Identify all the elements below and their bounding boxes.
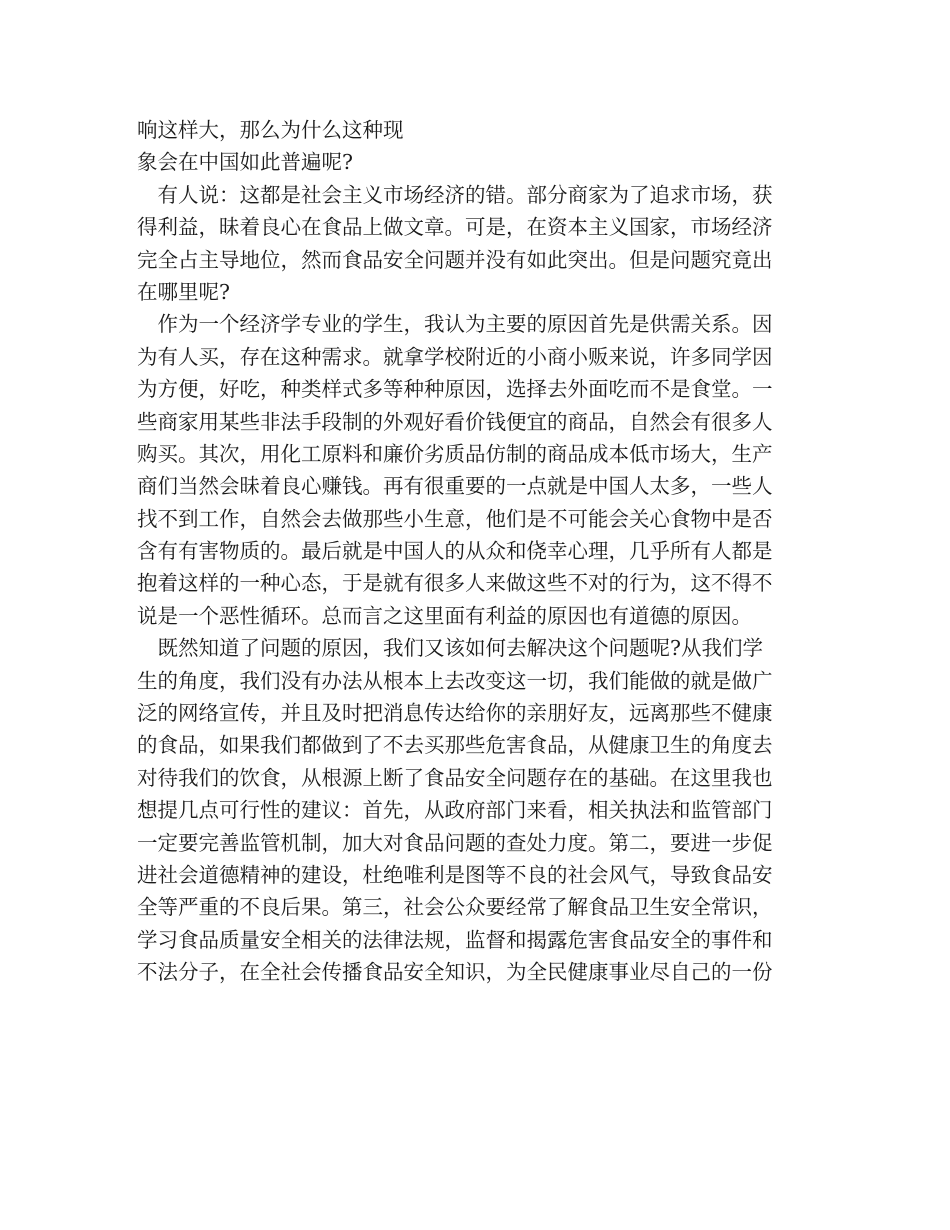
paragraph-1 xyxy=(137,179,817,309)
text-line: 进社会道德精神的建设，杜绝唯利是图等不良的社会风气，导致食品安 xyxy=(137,862,773,887)
text-line: 得利益，昧着良心在食品上做文章。可是，在资本主义国家，市场经济 xyxy=(137,215,773,240)
text-line: 泛的网络宣传，并且及时把消息传达给你的亲朋好友，远离那些不健康 xyxy=(137,701,773,726)
text-line: 完全占主导地位，然而食品安全问题并没有如此突出。但是问题究竟出 xyxy=(137,247,773,272)
text-line: 购买。其次，用化工原料和廉价劣质品仿制的商品成本低市场大，生产 xyxy=(137,441,773,466)
text-line: 不法分子，在全社会传播食品安全知识，为全民健康事业尽自己的一份 xyxy=(137,960,773,985)
document-page xyxy=(137,114,817,989)
text-line: 生的角度，我们没有办法从根本上去改变这一切，我们能做的就是做广 xyxy=(137,668,773,693)
text-line: 学习食品质量安全相关的法律法规，监督和揭露危害食品安全的事件和 xyxy=(137,927,773,952)
text-line: 既然知道了问题的原因，我们又该如何去解决这个问题呢?从我们学 xyxy=(137,636,763,661)
paragraph-0 xyxy=(137,114,817,179)
text-line: 的食品，如果我们都做到了不去买那些危害食品，从健康卫生的角度去 xyxy=(137,733,773,758)
paragraph-2 xyxy=(137,308,817,632)
text-line: 在哪里呢? xyxy=(137,279,230,304)
text-line: 象会在中国如此普遍呢? xyxy=(137,150,353,175)
text-line: 有人说：这都是社会主义市场经济的错。部分商家为了追求市场，获 xyxy=(137,182,773,207)
text-line: 全等严重的不良后果。第三，社会公众要经常了解食品卫生安全常识， xyxy=(137,895,773,920)
text-line: 对待我们的饮食，从根源上断了食品安全问题存在的基础。在这里我也 xyxy=(137,765,773,790)
text-line: 响这样大，那么为什么这种现 xyxy=(137,118,404,142)
text-line: 些商家用某些非法手段制的外观好看价钱便宜的商品，自然会有很多人 xyxy=(137,409,773,434)
text-line: 想提几点可行性的建议：首先，从政府部门来看，相关执法和监管部门 xyxy=(137,798,773,823)
text-line: 为有人买，存在这种需求。就拿学校附近的小商小贩来说，许多同学因 xyxy=(137,344,773,369)
paragraph-3 xyxy=(137,632,817,988)
text-line: 作为一个经济学专业的学生，我认为主要的原因首先是供需关系。因 xyxy=(137,312,773,337)
text-line: 含有有害物质的。最后就是中国人的从众和侥幸心理，几乎所有人都是 xyxy=(137,539,773,564)
text-line: 抱着这样的一种心态，于是就有很多人来做这些不对的行为，这不得不 xyxy=(137,571,773,596)
text-line: 找不到工作，自然会去做那些小生意，他们是不可能会关心食物中是否 xyxy=(137,506,773,531)
text-line: 商们当然会昧着良心赚钱。再有很重要的一点就是中国人太多，一些人 xyxy=(137,474,773,499)
text-line: 一定要完善监管机制，加大对食品问题的查处力度。第二，要进一步促 xyxy=(137,830,773,855)
text-line: 说是一个恶性循环。总而言之这里面有利益的原因也有道德的原因。 xyxy=(137,603,752,628)
text-line: 为方便，好吃，种类样式多等种种原因，选择去外面吃而不是食堂。一 xyxy=(137,377,773,402)
